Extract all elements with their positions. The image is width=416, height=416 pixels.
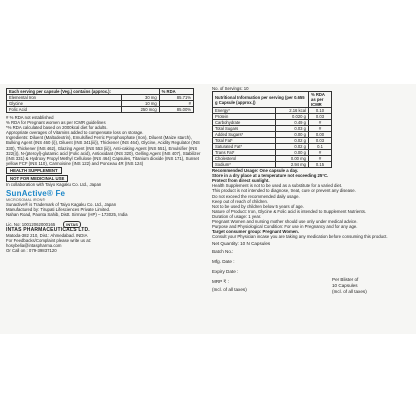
nutrient-amount: 0.49 g xyxy=(276,120,309,126)
nutrient-amount: 2.16 kcal xyxy=(276,108,309,114)
nutrient-amount: 0.00 g xyxy=(276,150,309,156)
nutrient-amount: 2.94 mg xyxy=(276,162,309,168)
nutrient-amount: 250 mcg xyxy=(122,107,160,113)
note-line: # % RDA not established xyxy=(6,115,54,120)
usage-line: Health Supplement is not to be used as a substitute for a varied diet. xyxy=(212,183,343,189)
nutrient-rda: 0.03 xyxy=(309,138,332,144)
nutrient-amount: 0.020 g xyxy=(276,114,309,120)
usage-line: Consult your Physician incase you are taking any medication before consuming this product. xyxy=(212,234,388,240)
usage-line: Recommended Usage: One capsule a day. xyxy=(212,168,299,174)
mfg-date-field: Mfg. Date : xyxy=(212,259,235,265)
nutrient-rda: 0.10 xyxy=(309,108,332,114)
collaboration-text: In collaboration with Taiyo Kagaku Co. Ltd., Japan xyxy=(6,182,102,188)
nutrition-header: Nutritional Information per serving (per 0.655 g Capsule (approx.)) xyxy=(213,92,309,108)
manufacturer-line: Manufactured by: Tirupati Lifesciences Private Limited. xyxy=(6,207,111,213)
composition-header: Each serving per capsule (Veg.) contains (approx.): xyxy=(7,89,160,95)
nutrient-name: Protein xyxy=(213,114,276,120)
incl-taxes-note: (Incl. of all taxes) xyxy=(212,287,247,293)
nutrient-amount: 0.02 g xyxy=(276,144,309,150)
brand-logo: SunActive® Fe xyxy=(6,189,66,199)
nutrient-rda: # xyxy=(309,156,332,162)
nutrient-name: Saturated Fat* xyxy=(213,144,276,150)
usage-line: Protect from direct sunlight. xyxy=(212,178,270,184)
nutrient-name: Folic Acid xyxy=(7,107,122,113)
note-line: % RDA for Pregnant women as per ICMR guidelines xyxy=(6,120,106,126)
nutrient-name: Carbohydrate xyxy=(213,120,276,126)
top-blank-area xyxy=(0,0,416,84)
trademark-text: Sunactive® is Trademark of Taiyo Kagaku Co. Ltd., Japan xyxy=(6,202,117,208)
composition-header-row xyxy=(7,89,194,95)
nutrient-rda: # xyxy=(309,150,332,156)
usage-instructions xyxy=(212,168,410,239)
table-row xyxy=(7,107,194,113)
nutrient-amount: 30 mg xyxy=(122,95,160,101)
ingredients-text: Ingredients: Diluent (Maltodextrin), Emulsified Ferric Pyrophosphate (Iron), Diluent (Maize starch), Bulking Agent (INS 460 (i)), Diluent (INS 341(iii)), Thickener (INS 464), Glycine, Acidity Regulator (INS 330), Thickener (INS 462), Glazing Agent (INS 553 (iii)), Anti-caking Agent (INS 551), Emulsifier (INS 322(i)), N-(pteroyl)-glutamic acid (Folic acid), Antioxidant (INS 320), Gelling Agent (INS 407), Stabilizer (INS 331) & Hydroxy Propyl Methyl Cellulose (INS 464) Capsules, Titanium dioxide (INS 171), Sunset yellow FCF (INS 110), Carmoisine (INS 122) and Ponceau 4R (INS 124) xyxy=(6,135,201,166)
nutrient-amount: 0.00 mg xyxy=(276,156,309,162)
net-quantity: Net Quantity: 10 N Capsules xyxy=(212,241,271,247)
servings-text: No. of Servings: 10 xyxy=(212,86,249,91)
batch-fields xyxy=(212,247,332,295)
usage-line: Pregnant Women and nursing mother should use only under medical advice. xyxy=(212,219,358,225)
blister-info xyxy=(332,247,367,295)
pack-info xyxy=(212,247,410,295)
nutrient-amount: 0.03 g xyxy=(276,126,309,132)
nutrient-rda: # xyxy=(159,101,193,107)
nutrition-rda-header: % RDA as per ICMR xyxy=(309,92,332,108)
incl-taxes-note: (Incl. of all taxes) xyxy=(332,289,367,295)
usage-line: This product is not intended to diagnose, treat, cure or prevent any disease. xyxy=(212,188,356,194)
feedback-email: hosybelia@intaspharma.com xyxy=(6,242,62,248)
table-row xyxy=(213,162,332,168)
nutrient-name: Total Fat* xyxy=(213,138,276,144)
nutrient-amount: 0.00 g xyxy=(276,132,309,138)
blister-count: 10 Capsules xyxy=(332,283,358,289)
usage-line: Purpose and Physiological Condition: For use in Pregnancy and for any age. xyxy=(212,224,358,230)
nutrient-rda: # xyxy=(309,126,332,132)
nutrient-rda: 85.71% xyxy=(159,95,193,101)
nutrient-rda: 0.00 xyxy=(309,132,332,138)
nutrient-rda: # xyxy=(309,120,332,126)
company-name: INTAS PHARMACEUTICALS LTD. xyxy=(6,226,90,233)
left-column xyxy=(6,88,206,253)
feedback-text: For Feedbacks/Complaint please write us at: xyxy=(6,237,92,243)
nutrition-header-row xyxy=(213,92,332,108)
nutrient-name: Glycine xyxy=(7,101,122,107)
usage-line: Store in a dry place at a temperature not exceeding 25°C. xyxy=(212,173,329,179)
note-line: *% RDA calculated based on 2000kcal diet for adults. xyxy=(6,125,108,131)
usage-line: Do not exceed the recommended daily usage. xyxy=(212,193,300,199)
license-number: Lic. No: 10012062000165 xyxy=(6,221,56,227)
nutrient-amount: 10 mg xyxy=(122,101,160,107)
right-column xyxy=(212,86,410,295)
nutrient-name: Added Sugars* xyxy=(213,132,276,138)
nutrient-amount: 0.02 g xyxy=(276,138,309,144)
nutrient-name: Total Sugars xyxy=(213,126,276,132)
nutrient-name: Sodium* xyxy=(213,162,276,168)
usage-line: Duration of usage: 1 year. xyxy=(212,213,262,219)
per-blister-label: Per Blister of xyxy=(332,277,359,283)
nutrition-table xyxy=(212,91,332,168)
nutrient-rda: 0.1 xyxy=(309,144,332,150)
expiry-date-field: Expiry Date : xyxy=(212,269,239,275)
usage-line: Keep out of reach of children. xyxy=(212,198,269,204)
nutrient-name: Energy* xyxy=(213,108,276,114)
mrp-field: MRP ₹ : xyxy=(212,279,229,285)
health-supplement-label: HEALTH SUPPLEMENT xyxy=(6,167,62,174)
nutrient-name: Elemental Iron xyxy=(7,95,122,101)
usage-line: Not to be used by children below 5 years of age. xyxy=(212,203,304,209)
nutrient-name: Cholesterol xyxy=(213,156,276,162)
composition-table xyxy=(6,88,194,113)
usage-line: Target consumer group: Pregnant Women. xyxy=(212,229,299,235)
bottom-blank-area xyxy=(0,334,416,416)
manufacturer-line: Nahan Road, Paonta Sahib, Distt. Sirmaur (HP) – 173025, India xyxy=(6,212,128,218)
intas-logo: INTAS xyxy=(63,221,81,228)
nutrient-rda: 85.00% xyxy=(159,107,193,113)
brand-subtitle: MICROSOMAL IRON® xyxy=(6,198,46,203)
usage-line: Nature of Product: Iron, Glycine & Folic acid is intended to Supplement Nutrients. xyxy=(212,208,367,214)
nutrient-rda: 0.15 xyxy=(309,162,332,168)
composition-rda-header: % RDA xyxy=(159,89,193,95)
note-line: Appropriate overages of Vitamins added to compensate loss on storage. xyxy=(6,130,144,136)
nutrient-name: Trans Fat* xyxy=(213,150,276,156)
nutrient-rda: 0.03 xyxy=(309,114,332,120)
batch-number-field: Batch No.: xyxy=(212,249,234,255)
feedback-phone: Or Call on : 079-39837120 xyxy=(6,247,57,253)
company-address: Matoda-382 210, Dist.: Ahmedabad. INDIA xyxy=(6,232,88,238)
not-medicinal-label: NOT FOR MEDICINAL USE xyxy=(6,175,68,182)
